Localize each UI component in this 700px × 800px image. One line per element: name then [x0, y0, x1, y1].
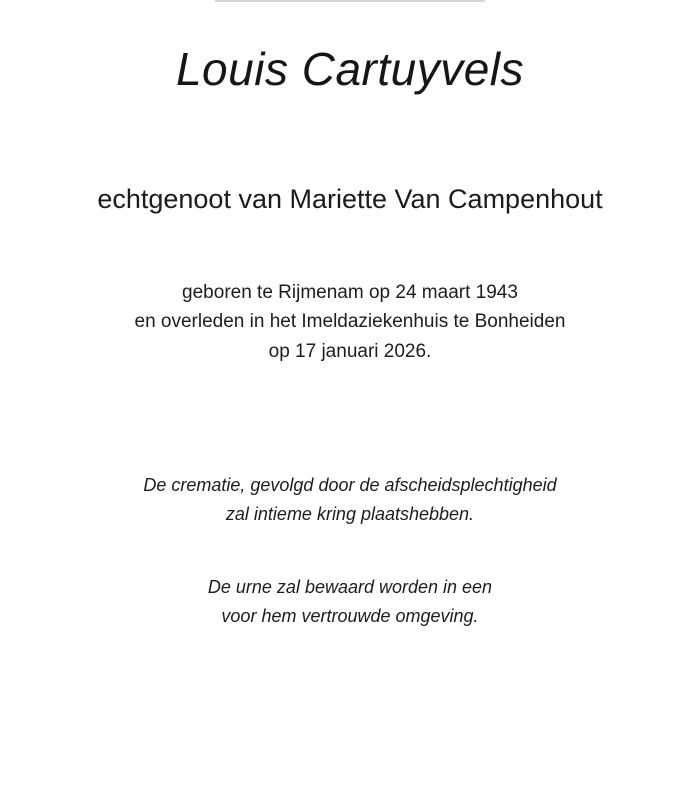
note-urn — [143, 573, 556, 631]
page-title: Louis Cartuyvels — [175, 43, 525, 95]
detail-line-birth: geboren te Rijmenam op 24 maart 1943 — [182, 281, 518, 303]
birth-death-details — [135, 278, 566, 366]
detail-line-death: en overleden in het Imeldaziekenhuis te Bonheiden — [134, 311, 566, 333]
top-divider — [215, 0, 485, 2]
ceremony-notes — [143, 471, 556, 630]
note-cremation-line-2: zal intieme kring plaatshebben. — [225, 503, 475, 524]
detail-line-date: op 17 januari 2026. — [268, 340, 432, 362]
note-urn-line-1: De urne zal bewaard worden in een — [207, 576, 493, 597]
note-cremation — [143, 471, 556, 529]
note-urn-line-2: voor hem vertrouwde omgeving. — [221, 605, 479, 626]
note-cremation-line-1: De crematie, gevolgd door de afscheidsplechtigheid — [143, 475, 557, 496]
spouse-line: echtgenoot van Mariette Van Campenhout — [97, 184, 603, 215]
